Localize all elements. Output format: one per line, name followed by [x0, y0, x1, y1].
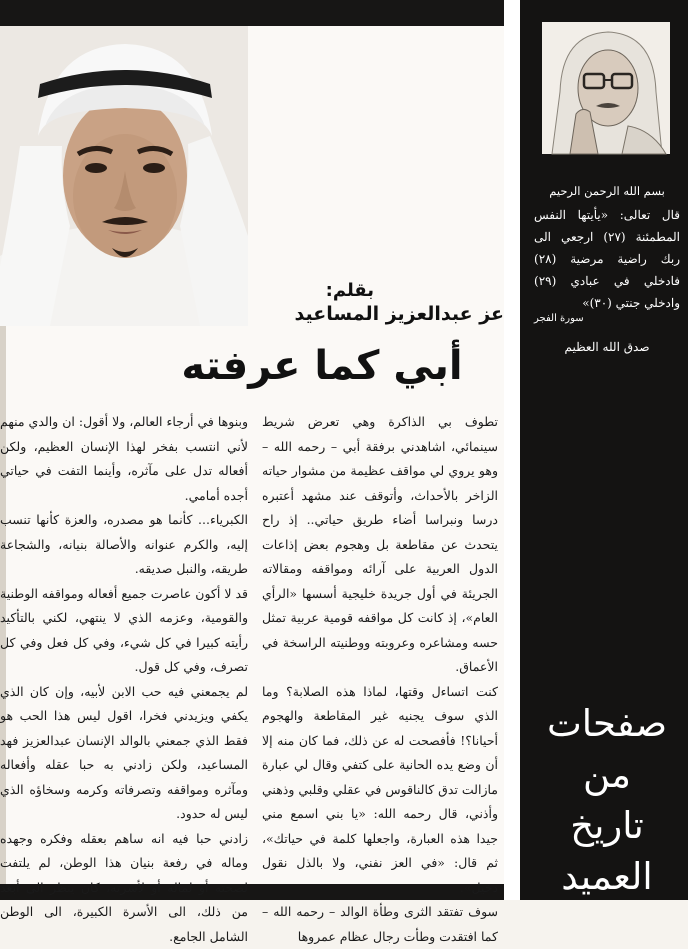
father-portrait	[542, 22, 670, 154]
author-photo	[0, 26, 248, 326]
paragraph: وبنوها في أرجاء العالم، ولا أقول: ان والدي منهم لأني انتسب بفخر لهذا الإنسان العظيم، ولكن أفعاله تدل على مآثره، وأينما التفت في حياتي أجده أمامي.	[0, 410, 248, 508]
quran-verse	[534, 180, 680, 358]
sadaq-phrase: صدق الله العظيم	[534, 336, 680, 358]
paragraph: سوف تفتقد الثرى وطأة الوالد – رحمه الله – كما افتقدت وطأت رجال عظام عمروها	[262, 900, 498, 949]
section-title-line: العميد	[532, 851, 682, 902]
paragraph: الكبرياء... كأنما هو مصدره، والعزة كأنها تنسب إليه، والكرم عنوانه والأصالة بنيانه، والشجاعة طريقه، والنبل صديقه.	[0, 508, 248, 582]
sidebar	[520, 0, 688, 900]
sidebar-gap	[504, 0, 520, 900]
byline	[258, 280, 504, 326]
byline-label: بقلم:	[258, 280, 504, 302]
section-title-line: من	[532, 749, 682, 800]
top-black-bar	[0, 0, 504, 26]
section-title	[532, 698, 682, 902]
section-title-line: صفحات	[532, 698, 682, 749]
article-column-left	[0, 410, 248, 880]
basmala: بسم الله الرحمن الرحيم	[534, 180, 680, 202]
verse-text: قال تعالى: «يأيتها النفس المطمئنة (٢٧) ارجعي الى ربك راضية مرضية (٢٨) فادخلي في عبادي (٢٩) وادخلي جنتي (٣٠)»	[534, 208, 680, 310]
article-headline: أبي كما عرفته	[140, 338, 504, 394]
byline-author: عز عبدالعزيز المساعيد	[258, 302, 504, 326]
surah-name: سورة الفجر	[534, 312, 680, 326]
section-title-line: تاريخ	[532, 800, 682, 851]
paragraph: كنت اتساءل وقتها، لماذا هذه الصلابة؟ وما الذي سوف يجنيه غير المقاطعة والهجوم أحيانا؟! فأفصحت له عن ذلك، فما كان منه إلا أن وضع يده الحانية على كتفي وقال لي عبارة مازالت تدق كالناقوس في عقلي وقلبي وذهني وأذني، قال رحمه الله: «يا بني اسمع مني جيدا هذه العبارة، واجعلها كلمة في حياتك»، ثم قال: «في العز نفني، ولا بالذل نقول دخيل».	[262, 680, 498, 901]
paragraph: لم يجمعني فيه حب الابن لأبيه، وإن كان الذي يكفي ويزيدني فخرا، اقول ليس هذا الحب هو فقط الذي جمعني بالوالد الإنسان عبدالعزيز فهد المساعيد، ولكن زادني به حبا عقله وأفعاله ومآثره ومواقفه وتصرفاته وكرمه وسخاؤه الذي ليس له حدود.	[0, 680, 248, 827]
paragraph: تطوف بي الذاكرة وهي تعرض شريط سينمائي، اشاهدني برفقة أبي – رحمه الله – وهو يروي لي مواقف عظيمة من مشوار حياته الزاخر بالأحداث، وأتوقف عند مشهد أعتبره درسا ونبراسا أضاء طريق حياتي.. إذ راح يتحدث عن مقاطعة بل وهجوم بعض إذاعات الدول العربية على آرائه ومواقفه ومقالاته الجريئة في أول جريدة خليجية أسسها «الرأي العام»، إذ كانت كل مواقفه قومية عربية تمثل حسه ومشاعره وعروبته ووطنيته الراسخة في الأعماق.	[262, 410, 498, 680]
paragraph: قد لا أكون عاصرت جميع أفعاله ومواقفه الوطنية والقومية، وعزمه الذي لا ينتهي، لكني بالتأكيد رأيته كبيرا في كل شيء، وفي كل فعل وفي كل تصرف، وفي كل قول.	[0, 582, 248, 680]
paragraph: زادني حبا فيه انه ساهم بعقله وفكره وجهده وماله في رفعة بنيان هذا الوطن، لم يلتفت لصحته أو لماله أو لأسرته، كان ينظر الى أبعد من ذلك، الى الأسرة الكبيرة، الى الوطن الشامل الجامع.	[0, 827, 248, 949]
article-column-right	[262, 410, 498, 880]
